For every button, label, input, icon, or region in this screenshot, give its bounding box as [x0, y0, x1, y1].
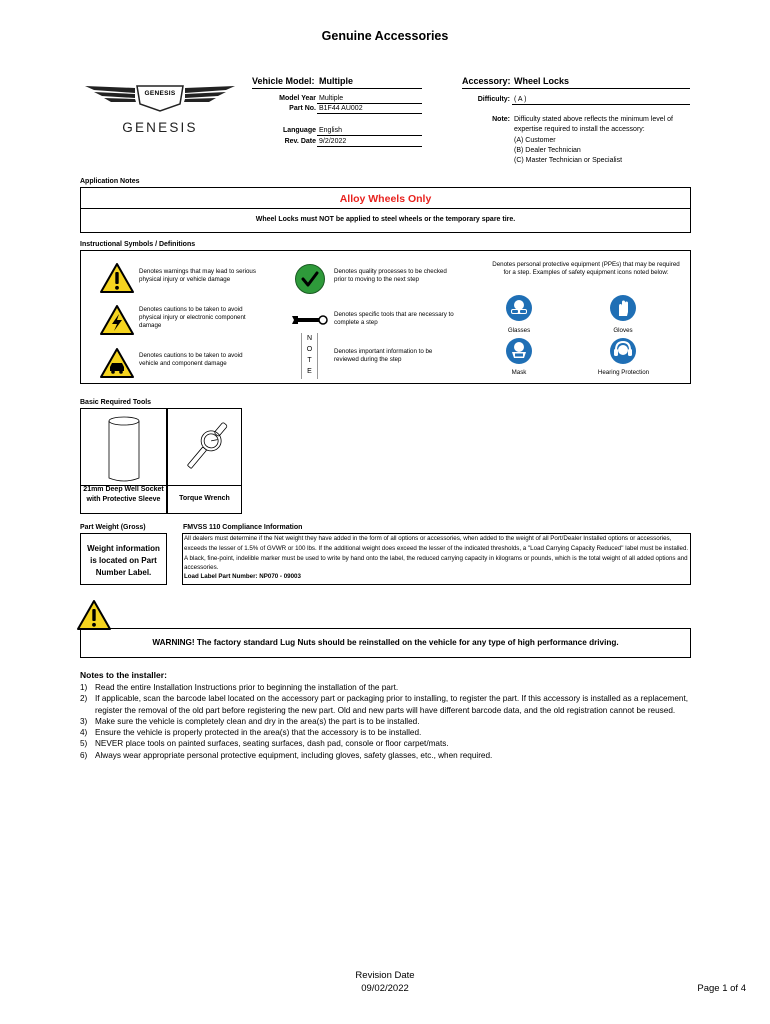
difficulty-label: Difficulty:	[477, 96, 510, 103]
application-notes-label: Application Notes	[80, 178, 140, 185]
torque-wrench-icon	[178, 415, 234, 479]
note-line: Difficulty stated above reflects the minimum level of	[514, 116, 673, 123]
installer-notes-list	[80, 682, 692, 761]
page-number: Page 1 of 4	[697, 983, 746, 994]
list-item	[80, 727, 692, 738]
application-headline: Alloy Wheels Only	[339, 193, 432, 205]
ppe-definition: Denotes personal protective equipment (PPEs) that may be required for a step. Examples of safety equipment icons noted below:	[492, 261, 680, 276]
warning-banner	[80, 628, 691, 658]
warning-banner-text: WARNING! The factory standard Lug Nuts should be reinstalled on the vehicle for any type of high performance driving.	[152, 638, 619, 647]
list-item-text: Always wear appropriate personal protective equipment, including gloves, safety glasses, etc., when required.	[95, 750, 493, 760]
vehicle-damage-icon	[99, 347, 135, 379]
rev-date-label: Rev. Date	[284, 138, 316, 145]
language-label: Language	[282, 127, 316, 134]
note-definition: Denotes important information to be reviewed during the step	[334, 348, 433, 363]
tools-label: Basic Required Tools	[80, 399, 152, 406]
note-letter: E	[307, 368, 312, 375]
installer-notes-title: Notes to the installer:	[80, 670, 167, 680]
genesis-wings-icon	[80, 80, 240, 116]
list-item-text: If applicable, scan the barcode label located on the accessory part or packaging prior to installing, to register the part. If this accessory is installed as a replacement, register the removal of the old part before registering the new part. Old and new parts will have different barcode data, and the old registration cannot be reused.	[95, 694, 689, 715]
quality-check-icon	[294, 263, 326, 295]
list-item	[80, 738, 692, 749]
warning-icon	[99, 262, 135, 294]
fmvss-box	[182, 533, 691, 585]
list-item-number: 1)	[80, 683, 88, 692]
list-item	[80, 716, 692, 727]
mask-icon	[505, 337, 533, 365]
note-line: expertise required to install the accessory:	[514, 126, 645, 134]
note-letter: T	[307, 357, 312, 364]
difficulty-note	[514, 115, 694, 166]
list-item-number: 3)	[80, 716, 88, 726]
tool-label-socket: 21mm Deep Well Socket with Protective Sleeve	[83, 486, 164, 503]
difficulty-value: ( A )	[514, 96, 527, 103]
deep-socket-icon	[97, 415, 151, 485]
fmvss-body: All dealers must determine if the Net weight they have added in the form of all options or accessories, when added to the weight of all Port/Dealer Installed options or accessories, exceeds the lesser of 1.5% of GVWR or 100 lbs. If the additional weight does exceed the lesser of the indicated thresholds, a "Load Carrying Capacity Reduced" label must be installed. A black, fine-point, indelible marker must be used to write by hand onto the label, the reduced carrying capacity in kilograms or pounds, which is the total weight of all added options and accessories.	[184, 535, 689, 572]
note-line: (C) Master Technician or Specialist	[514, 157, 623, 165]
model-year-value: Multiple	[319, 95, 344, 102]
note-line: (A) Customer	[514, 136, 556, 144]
list-item-number: 6)	[80, 750, 88, 760]
revision-date-value: 09/02/2022	[361, 983, 409, 994]
accessory-label: Accessory:	[462, 76, 511, 86]
page-title: Genuine Accessories	[321, 29, 449, 43]
list-item	[80, 693, 692, 716]
vehicle-model-value: Multiple	[319, 76, 353, 86]
list-item-text: NEVER place tools on painted surfaces, seating surfaces, dash pad, console or floor carpet/mats.	[95, 739, 449, 749]
electrical-hazard-icon	[99, 304, 135, 336]
ppe-label-mask: Mask	[511, 369, 527, 376]
hearing-protection-icon	[609, 337, 637, 365]
accessory-value: Wheel Locks	[514, 76, 570, 86]
application-body: Wheel Locks must NOT be applied to steel wheels or the temporary spare tire.	[255, 216, 516, 223]
ppe-label-glasses: Glasses	[507, 327, 531, 334]
genesis-logo	[80, 80, 240, 140]
note-marker	[301, 333, 318, 379]
part-weight-box	[80, 533, 167, 585]
list-item-text: Ensure the vehicle is properly protected in the area(s) that the accessory is to be installed.	[95, 728, 422, 738]
list-item-text: Read the entire Installation Instructions prior to beginning the installation of the part.	[95, 683, 399, 692]
symbols-box	[80, 250, 691, 384]
note-line: (B) Dealer Technician	[514, 146, 581, 154]
tools-definition: Denotes specific tools that are necessary to complete a step	[334, 311, 454, 326]
vehicle-definition: Denotes cautions to be taken to avoid vehicle and component damage	[139, 352, 243, 367]
application-notes-box	[80, 187, 691, 233]
quality-definition: Denotes quality processes to be checked prior to moving to the next step	[334, 268, 447, 283]
revision-date-label: Revision Date	[355, 970, 415, 981]
wrench-icon	[291, 314, 329, 326]
model-year-label: Model Year	[279, 95, 316, 102]
list-item-number: 5)	[80, 739, 88, 749]
note-label: Note:	[492, 116, 510, 123]
logo-badge-text: GENESIS	[144, 90, 176, 97]
part-weight-label: Part Weight (Gross)	[80, 524, 146, 531]
logo-wordmark: GENESIS	[122, 120, 198, 135]
list-item-number: 2)	[80, 694, 88, 704]
note-letter: N	[306, 335, 313, 342]
symbols-label: Instructional Symbols / Definitions	[80, 241, 196, 248]
fmvss-label: FMVSS 110 Compliance Information	[183, 524, 303, 531]
ppe-label-gloves: Gloves	[613, 327, 633, 334]
gloves-icon	[609, 294, 637, 322]
warning-icon	[76, 599, 112, 631]
vehicle-model-label: Vehicle Model:	[252, 76, 315, 86]
language-value: English	[319, 127, 342, 134]
glasses-icon	[505, 294, 533, 322]
load-label-part-number: Load Label Part Number: NP070 - 09003	[184, 573, 301, 580]
electronic-definition: Denotes cautions to be taken to avoid physical injury or electronic component damage	[139, 306, 246, 329]
list-item	[80, 750, 692, 761]
rev-date-value: 9/2/2022	[319, 138, 347, 145]
list-item	[80, 682, 692, 693]
part-no-label: Part No.	[289, 105, 316, 112]
tool-card-torque-wrench	[167, 408, 242, 514]
warning-definition: Denotes warnings that may lead to serious physical injury or vehicle damage	[139, 268, 256, 283]
part-no-value: B1F44 AU002	[319, 105, 363, 112]
tool-label-torque-wrench: Torque Wrench	[179, 495, 230, 502]
list-item-number: 4)	[80, 728, 88, 738]
ppe-label-hearing: Hearing Protection	[597, 369, 650, 376]
list-item-text: Make sure the vehicle is completely clean and dry in the area(s) the part is to be installed.	[95, 716, 420, 726]
tool-card-socket	[80, 408, 167, 514]
part-weight-text: Weight information is located on Part Number Label.	[87, 544, 160, 577]
note-letter: O	[306, 346, 313, 353]
